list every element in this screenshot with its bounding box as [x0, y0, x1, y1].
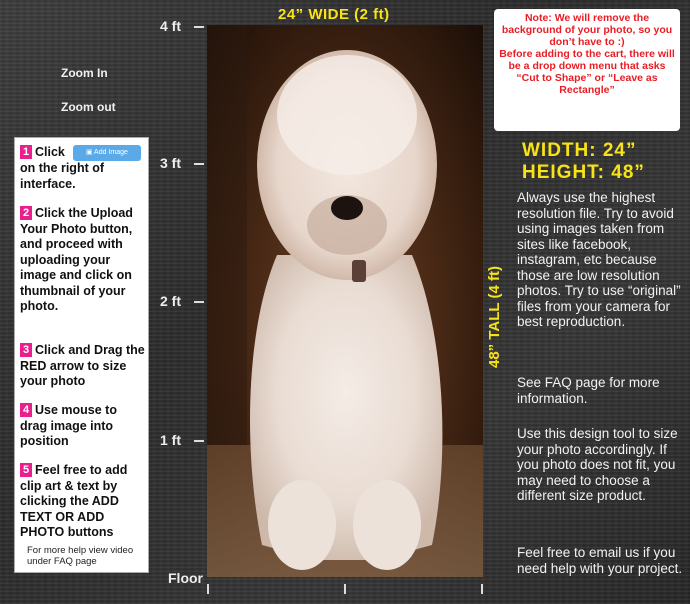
step-text: Click and Drag the RED arrow to size your photo	[20, 343, 145, 388]
background-removal-note	[494, 9, 680, 131]
resolution-tip: Always use the highest resolution file. Try to avoid using images taken from sites like facebook, instagram, etc because those are low resolution photos. Try to use “original” files from your camera for best reproduction.	[517, 190, 681, 329]
step-number: 5	[20, 463, 32, 477]
step-2	[20, 206, 146, 315]
help-text: For more help view video under FAQ page	[27, 545, 134, 567]
step-4	[20, 403, 146, 450]
ruler-tick	[194, 301, 204, 303]
ruler-label-4ft: 4 ft	[160, 18, 181, 34]
step-number: 4	[20, 403, 32, 417]
faq-tip: See FAQ page for more information.	[517, 375, 660, 406]
step-text: Click the	[35, 206, 91, 220]
step-text: Click	[35, 145, 65, 159]
ruler-label-3ft: 3 ft	[160, 155, 181, 171]
add-image-button[interactable]: ▣ Add Image	[73, 145, 141, 161]
ruler-tick	[194, 163, 204, 165]
ruler-label-1ft: 1 ft	[160, 432, 181, 448]
step-5	[20, 463, 146, 541]
floor-tick	[207, 584, 209, 594]
photo-canvas[interactable]	[207, 25, 483, 577]
floor-tick	[481, 584, 483, 594]
zoom-out-button[interactable]: Zoom out	[61, 100, 116, 114]
step-text: Feel free to add clip art & text by clicking the ADD TEXT OR ADD PHOTO buttons	[20, 463, 128, 539]
ruler-tick	[194, 26, 204, 28]
zoom-in-button[interactable]: Zoom In	[61, 66, 108, 80]
height-label: 48” TALL (4 ft)	[486, 266, 503, 368]
height-dimension: HEIGHT: 48”	[522, 162, 645, 183]
floor-tick	[344, 584, 346, 594]
step-number: 2	[20, 206, 32, 220]
note-line-1: Note: We will remove the background of your photo, so you don’t have to :)	[501, 12, 673, 48]
ruler-tick	[194, 440, 204, 442]
width-dimension: WIDTH: 24”	[522, 140, 637, 161]
step-text: button, and proceed with uploading your image and click on thumbnail of your photo.	[20, 221, 133, 313]
step-number: 3	[20, 343, 32, 357]
width-label: 24” WIDE (2 ft)	[278, 6, 390, 23]
add-image-label: Add Image	[94, 149, 128, 156]
ruler-label-2ft: 2 ft	[160, 293, 181, 309]
email-tip: Feel free to email us if you need help with your project.	[517, 545, 683, 576]
ruler-label-floor: Floor	[168, 570, 203, 586]
step-text: on the right of interface.	[20, 161, 105, 191]
step-text: Use mouse to drag image into position	[20, 403, 117, 448]
sheepdog-photo	[207, 25, 483, 577]
instructions-panel	[14, 137, 149, 573]
step-1	[20, 145, 146, 192]
upload-photo-reference: Upload Your Photo	[20, 206, 133, 236]
step-3	[20, 343, 146, 390]
note-line-2: Before adding to the cart, there will be a drop down menu that asks “Cut to Shape” or “Leave as Rectangle”	[499, 48, 675, 96]
step-number: 1	[20, 145, 32, 159]
sizing-tip: Use this design tool to size your photo accordingly. If you photo does not fit, you may need to choose a different size product.	[517, 426, 678, 503]
